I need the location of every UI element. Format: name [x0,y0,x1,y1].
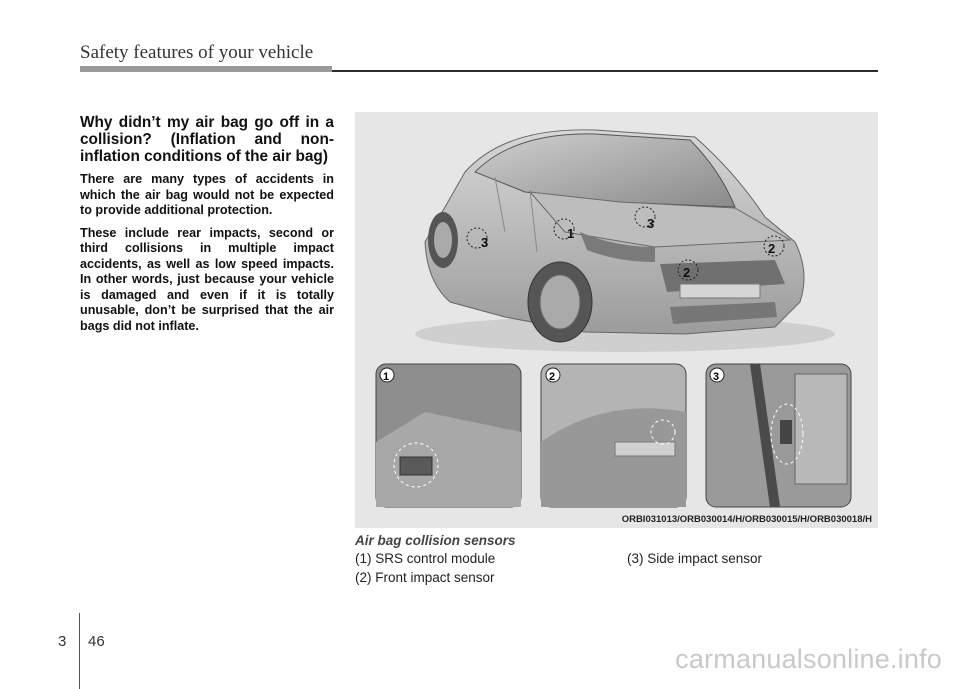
inset-label: 1 [383,371,390,383]
callout-label: 3 [647,216,655,231]
inset-label: 3 [713,371,720,383]
figure-code: ORBI031013/ORB030014/H/ORB030015/H/ORB030018/H [621,514,872,525]
page-header-title: Safety features of your vehicle [80,42,314,63]
paragraph: These include rear impacts, second or third collisions in multiple impact accidents, as well as low speed impacts. In other words, just because your vehicle is damaged and even if it is totally unusable, don’t be surprised that the air bags did not inflate. [80,225,334,333]
caption-item: (1) SRS control module [355,551,496,566]
figure-panel [355,112,878,528]
callout-label: 2 [768,241,776,256]
inset-panel-2 [541,364,686,507]
caption-item: (3) Side impact sensor [627,551,763,566]
watermark: carmanualsonline.info [675,644,942,674]
page-number: 46 [88,633,105,650]
caption-item: (2) Front impact sensor [355,570,495,585]
header-rule-thin [332,70,878,72]
caption-title: Air bag collision sensors [355,533,516,548]
chapter-number: 3 [58,633,67,650]
callout-label: 1 [567,226,575,241]
footer-divider [79,613,80,689]
callout-label: 3 [481,235,489,250]
paragraph: There are many types of accidents in which the air bag would not be expected to provide additional protection. [80,172,334,217]
inset-panel-3 [706,364,851,507]
inset-label: 2 [549,371,556,383]
callout-label: 2 [683,265,691,280]
section-heading: Why didn’t my air bag go off in a collision? (Inflation and non-inflation conditions of the air bag) [80,114,334,165]
header-rule-thick [80,66,332,72]
inset-panel-1 [376,364,521,507]
text-column [80,114,334,341]
car-illustration [355,112,878,528]
